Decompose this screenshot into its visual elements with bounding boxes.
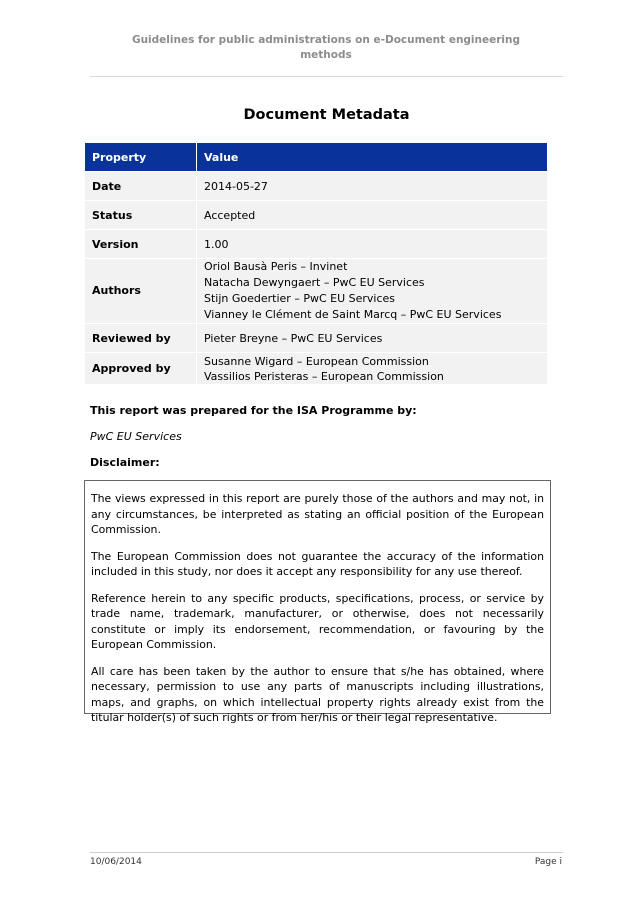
column-header-property: Property bbox=[85, 143, 197, 172]
author-line: Stijn Goedertier – PwC EU Services bbox=[204, 292, 396, 305]
footer-divider bbox=[90, 852, 563, 853]
property-cell: Status bbox=[85, 201, 197, 230]
column-header-value: Value bbox=[197, 143, 548, 172]
table-row bbox=[85, 201, 548, 230]
document-title: Document Metadata bbox=[243, 107, 410, 123]
value-cell: Accepted bbox=[197, 201, 548, 230]
value-cell bbox=[197, 353, 548, 385]
disclaimer-box bbox=[84, 480, 551, 724]
header-divider bbox=[90, 76, 563, 77]
table-row bbox=[85, 230, 548, 259]
metadata-table bbox=[84, 142, 548, 385]
prepared-for-label: This report was prepared for the ISA Programme by: bbox=[90, 404, 417, 417]
footer-date: 10/06/2014 bbox=[90, 857, 142, 867]
value-cell: 1.00 bbox=[197, 230, 548, 259]
prepared-by-organization: PwC EU Services bbox=[90, 430, 182, 443]
value-cell bbox=[197, 259, 548, 324]
disclaimer-label: Disclaimer: bbox=[90, 456, 160, 469]
header-line-2: methods bbox=[300, 49, 352, 61]
value-cell: Pieter Breyne – PwC EU Services bbox=[197, 324, 548, 353]
table-row bbox=[85, 259, 548, 324]
approver-line: Vassilios Peristeras – European Commission bbox=[204, 369, 444, 383]
disclaimer-paragraph: The views expressed in this report are purely those of the authors and may not, in any circumstances, be interpreted as stating an official position of the European Commission. bbox=[91, 492, 544, 536]
author-line: Vianney le Clément de Saint Marcq – PwC EU Services bbox=[204, 308, 502, 321]
header-line-1: Guidelines for public administrations on e-Document engineering bbox=[131, 34, 521, 46]
value-cell: 2014-05-27 bbox=[197, 172, 548, 201]
property-cell: Authors bbox=[85, 259, 197, 324]
property-cell: Version bbox=[85, 230, 197, 259]
footer-page-number: Page i bbox=[534, 857, 562, 867]
page-header bbox=[90, 33, 562, 63]
property-cell: Date bbox=[85, 172, 197, 201]
table-row bbox=[85, 172, 548, 201]
approver-line: Susanne Wigard – European Commission bbox=[204, 354, 429, 368]
table-row bbox=[85, 353, 548, 385]
property-cell: Reviewed by bbox=[85, 324, 197, 353]
disclaimer-paragraph: All care has been taken by the author to ensure that s/he has obtained, where necessary, permission to use any parts of manuscripts including illustrations, maps, and graphs, on which intellectual property rights already exist from the titular holder(s) of such rights or from her/his or their legal representative. bbox=[91, 664, 544, 724]
table-header-row bbox=[85, 143, 548, 172]
author-line: Natacha Dewyngaert – PwC EU Services bbox=[204, 276, 425, 289]
author-line: Oriol Bausà Peris – Invinet bbox=[204, 260, 348, 273]
table-row bbox=[85, 324, 548, 353]
disclaimer-paragraph: Reference herein to any specific products, specifications, process, or service by trade name, trademark, manufacturer, or otherwise, does not necessarily constitute or imply its endorsement, recommendation, or favouring by the European Commission. bbox=[91, 591, 544, 651]
property-cell: Approved by bbox=[85, 353, 197, 385]
disclaimer-paragraph: The European Commission does not guarantee the accuracy of the information included in this study, nor does it accept any responsibility for any use thereof. bbox=[91, 549, 544, 578]
